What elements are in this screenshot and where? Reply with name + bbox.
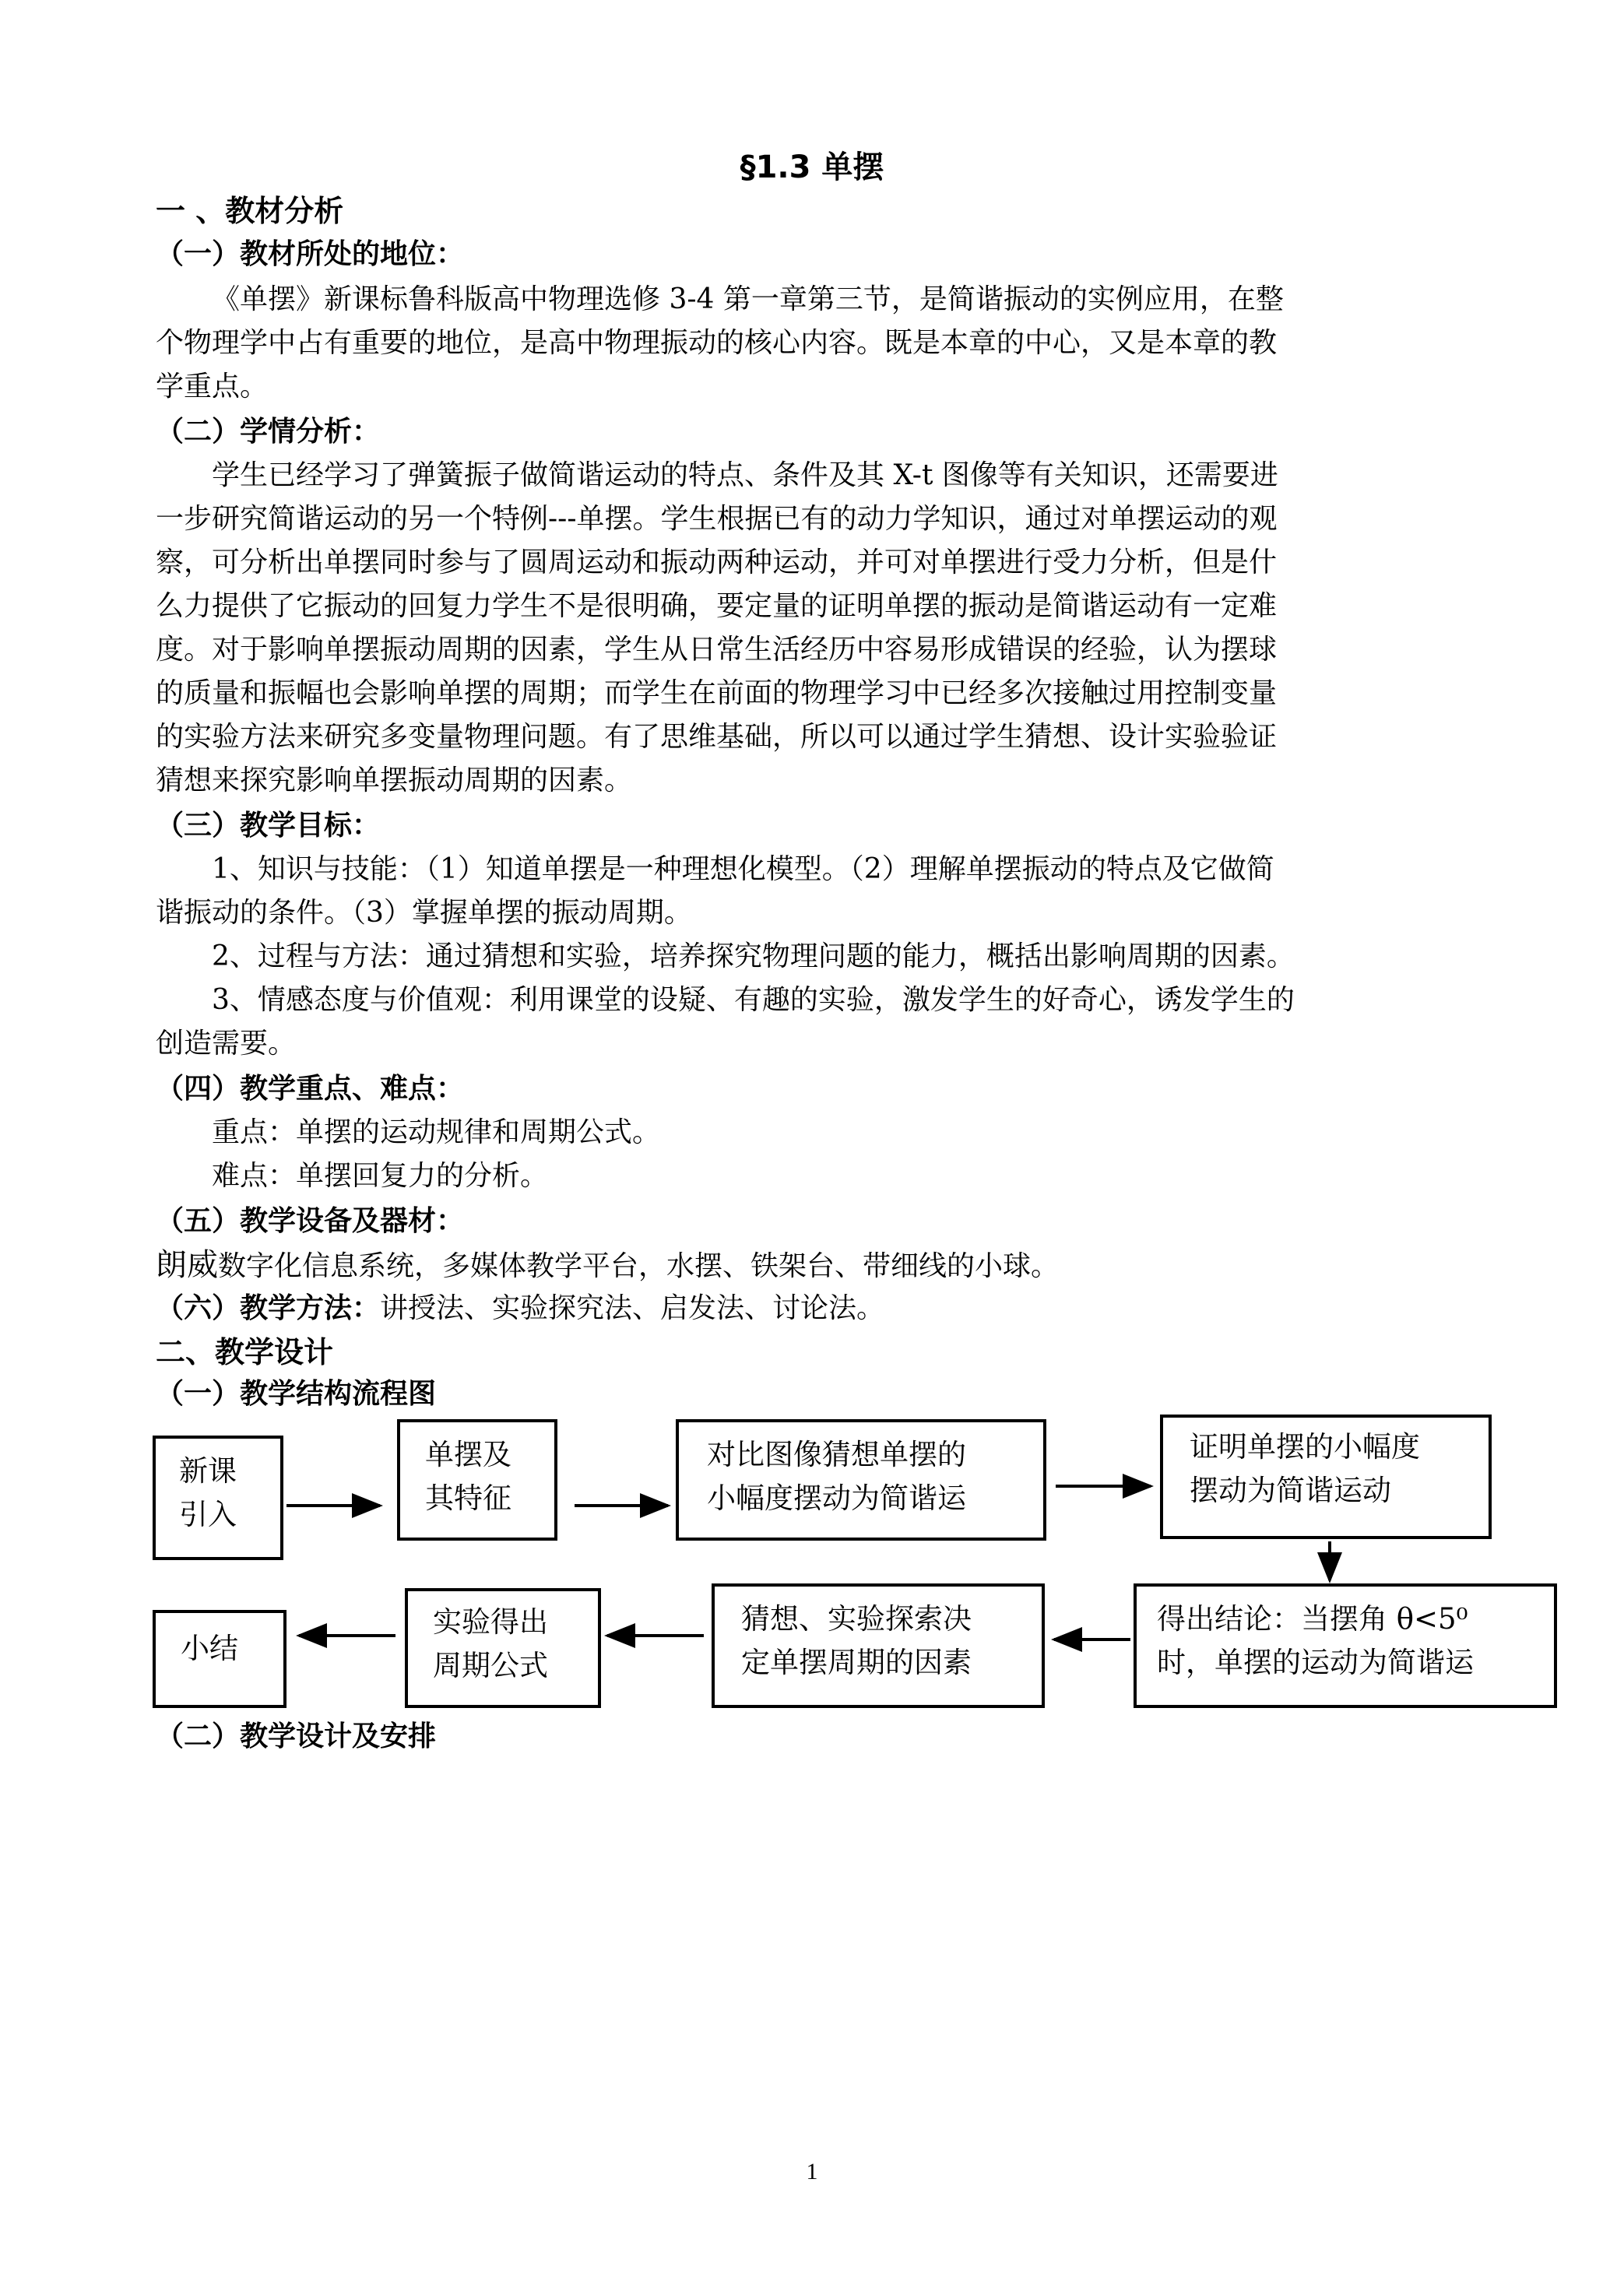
paragraph-line: 学重点。	[156, 371, 269, 402]
brand-name: 朗威	[156, 1247, 218, 1283]
flow-box-guess-experiment	[712, 1583, 1045, 1708]
flow-box-text: 其特征	[425, 1481, 511, 1515]
flow-box-text: 摆动为简谐运动	[1190, 1474, 1391, 1507]
flow-box-text: 实验得出	[433, 1605, 548, 1639]
paragraph-line: 猜想来探究影响单摆振动周期的因素。	[156, 764, 633, 796]
paragraph-line: 么力提供了它振动的回复力学生不是很明确，要定量的证明单摆的振动是简谐运动有一定难	[156, 590, 1278, 622]
paragraph-line: 学生已经学习了弹簧振子做简谐运动的特点、条件及其 X-t 图像等有关知识，还需要进	[212, 459, 1278, 491]
flow-box-text: 新课	[179, 1454, 237, 1488]
paragraph-line: 个物理学中占有重要的地位，是高中物理振动的核心内容。既是本章的中心，又是本章的教	[156, 327, 1278, 359]
subsection-heading-key-points: （四）教学重点、难点：	[156, 1073, 465, 1105]
document-title: §1.3 单摆	[740, 149, 884, 185]
flow-box-summary	[153, 1610, 286, 1708]
subsection-heading-design: （二）教学设计及安排	[156, 1720, 437, 1752]
paragraph-line: 2、过程与方法：通过猜想和实验，培养探究物理问题的能力，概括出影响周期的因素。	[212, 940, 1295, 972]
methods-line	[156, 1287, 884, 1330]
subsection-heading-students: （二）学情分析：	[156, 416, 381, 448]
subsection-heading-position: （一）教材所处的地位：	[156, 238, 465, 270]
flow-box-text: 证明单摆的小幅度	[1190, 1430, 1420, 1464]
flow-box-text: 小幅度摆动为简谐运	[707, 1481, 966, 1515]
paragraph-line: 难点：单摆回复力的分析。	[212, 1160, 549, 1192]
paragraph-line: 度。对于影响单摆振动周期的因素，学生从日常生活经历中容易形成错误的经验，认为摆球	[156, 634, 1278, 666]
paragraph-line: 3、情感态度与价值观：利用课堂的设疑、有趣的实验，激发学生的好奇心，诱发学生的	[212, 984, 1295, 1016]
methods-text: 讲授法、实验探究法、启发法、讨论法。	[380, 1292, 885, 1324]
flow-box-text: 得出结论：当摆角 θ<5⁰	[1157, 1602, 1468, 1636]
section-heading-2: 二、教学设计	[156, 1335, 334, 1369]
equipment-text: 数字化信息系统，多媒体教学平台，水摆、铁架台、带细线的小球。	[218, 1250, 1060, 1282]
flow-box-text: 对比图像猜想单摆的	[707, 1438, 966, 1471]
flow-box-text: 引入	[179, 1498, 237, 1531]
subsection-heading-flowchart: （一）教学结构流程图	[156, 1378, 437, 1410]
paragraph-line: 谐振动的条件。（3）掌握单摆的振动周期。	[156, 897, 692, 929]
methods-label: （六）教学方法：	[156, 1292, 381, 1324]
flow-box-text: 周期公式	[433, 1649, 548, 1682]
flow-box-text: 时，单摆的运动为简谐运	[1157, 1646, 1474, 1679]
flow-box-text: 小结	[181, 1632, 238, 1665]
subsection-heading-equipment: （五）教学设备及器材：	[156, 1205, 465, 1237]
flow-box-compare-graphs	[676, 1419, 1046, 1541]
section-heading-1: 一 、教材分析	[156, 194, 344, 228]
paragraph-line: 的实验方法来研究多变量物理问题。有了思维基础，所以可以通过学生猜想、设计实验验证	[156, 721, 1278, 753]
flow-box-conclusion	[1134, 1583, 1557, 1708]
flow-box-text: 猜想、实验探索决	[741, 1602, 972, 1636]
flow-box-period-formula	[405, 1588, 601, 1708]
page-number: 1	[806, 2159, 818, 2184]
flow-box-prove-shm	[1160, 1415, 1492, 1539]
paragraph-line: 1、知识与技能：（1）知道单摆是一种理想化模型。（2）理解单摆振动的特点及它做简	[212, 853, 1274, 885]
paragraph-line: 一步研究简谐运动的另一个特例---单摆。学生根据已有的动力学知识，通过对单摆运动的观	[156, 503, 1278, 535]
equipment-line	[156, 1243, 1059, 1288]
flow-box-text: 单摆及	[425, 1438, 511, 1471]
paragraph-line: 《单摆》新课标鲁科版高中物理选修 3-4 第一章第三节，是简谐振动的实例应用，在整	[212, 283, 1284, 315]
flow-box-intro	[153, 1436, 283, 1560]
paragraph-line: 察，可分析出单摆同时参与了圆周运动和振动两种运动，并可对单摆进行受力分析，但是什	[156, 547, 1278, 578]
subsection-heading-objectives: （三）教学目标：	[156, 810, 381, 842]
paragraph-line: 重点：单摆的运动规律和周期公式。	[212, 1116, 661, 1148]
flow-box-text: 定单摆周期的因素	[741, 1646, 972, 1679]
paragraph-line: 创造需要。	[156, 1028, 297, 1060]
paragraph-line: 的质量和振幅也会影响单摆的周期；而学生在前面的物理学习中已经多次接触过用控制变量	[156, 677, 1278, 709]
flow-box-features	[397, 1419, 557, 1541]
